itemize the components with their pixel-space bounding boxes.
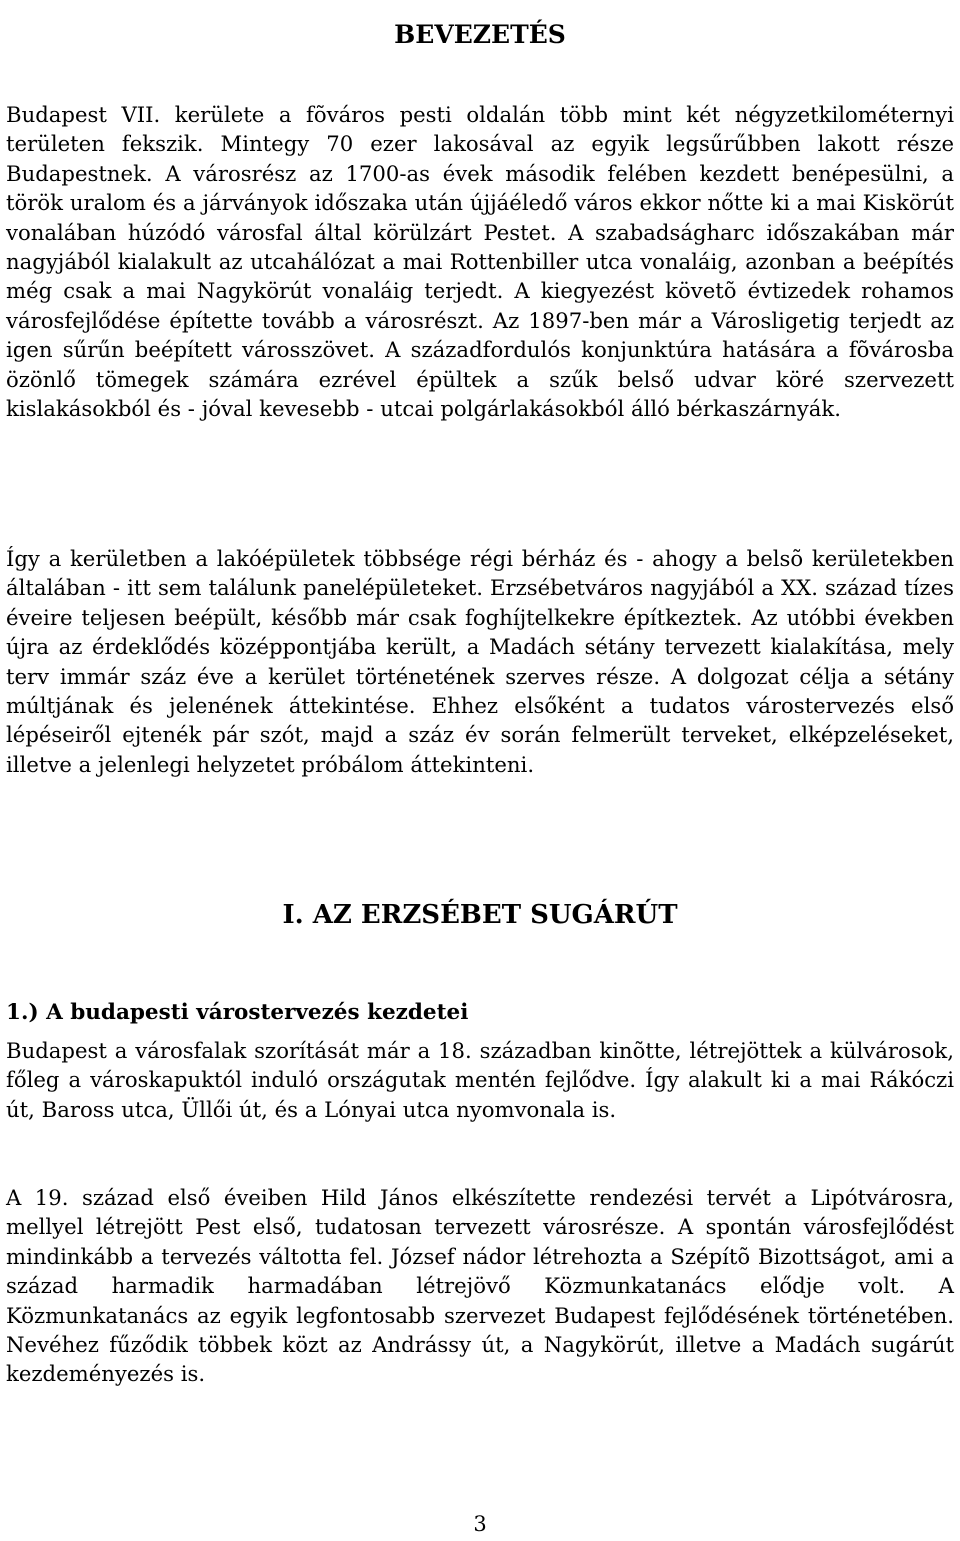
intro-paragraph-2: Így a kerületben a lakóépületek többsége régi bérház és - ahogy a belsõ kerületekben általában - itt sem találunk panelépületeket. Erzsébetváros nagyjából a XX. század tízes éveire teljesen beépült, később már csak foghíjtelkekre építkeztek. Az utóbbi években újra az érdeklődés középpontjába került, a Madách sétány tervezett kialakítása, mely terv immár száz éve a kerület történetének szerves része. A dolgozat célja a sétány múltjának és jelenének áttekintése. Ehhez elsőként a tudatos várostervezés első lépéseiről ejtenék pár szót, majd a száz év során felmerült terveket, elképzeléseket, illetve a jelenlegi helyzetet próbálom áttekinteni. xyxy=(6,546,954,777)
page-title: BEVEZETÉS xyxy=(394,19,566,49)
section-paragraph-1: Budapest a városfalak szorítását már a 18. században kinõtte, létrejöttek a külvárosok, főleg a városkapuktól induló országutak mentén fejlődve. Így alakult ki a mai Rákóczi út, Baross utca, Üllői út, és a Lónyai utca nyomvonala is. xyxy=(6,1038,954,1122)
section-heading: 1.) A budapesti várostervezés kezdetei xyxy=(6,999,469,1025)
chapter-heading: I. AZ ERZSÉBET SUGÁRÚT xyxy=(282,899,678,930)
document-page xyxy=(6,0,954,1541)
section-paragraph-2: A 19. század első éveiben Hild János elkészítette rendezési tervét a Lipótvárosra, mellyel létrejött Pest első, tudatosan tervezett városrésze. A spontán városfejlődést mindinkább a tervezés váltotta fel. József nádor létrehozta a Szépítõ Bizottságot, ami a század harmadik harmadában létrejövő Közmunkatanács elődje volt. A Közmunkatanács az egyik legfontosabb szervezet Budapest fejlődésének történetében. Nevéhez fűződik többek közt az Andrássy út, a Nagykörút, illetve a Madách sugárút kezdeményezés is. xyxy=(6,1185,954,1387)
intro-paragraph-1: Budapest VII. kerülete a fõváros pesti oldalán több mint két négyzetkilométernyi területen fekszik. Mintegy 70 ezer lakosával az egyik legsűrűbben lakott része Budapestnek. A városrész az 1700-as évek második felében kezdett benépesülni, a török uralom és a járványok időszaka után újjáéledő város ekkor nőtte ki a mai Kiskörút vonalában húzódó városfal által körülzárt Pestet. A szabadságharc időszakában már nagyjából kialakult az utcahálózat a mai Rottenbiller utca vonaláig, azonban a beépítés még csak a mai Nagykörút vonaláig terjedt. A kiegyezést követõ évtizedek rohamos városfejlődése építette tovább a városrészt. Az 1897-ben már a Városligetig terjedt az igen sűrűn beépített városszövet. A századfordulós konjunktúra hatására a fõvárosba özönlő tömegek számára ezrével épültek a szűk belső udvar köré szervezett kislakásokból és - jóval kevesebb - utcai polgárlakásokból álló bérkaszárnyák. xyxy=(6,102,954,422)
page-number: 3 xyxy=(473,1512,487,1536)
